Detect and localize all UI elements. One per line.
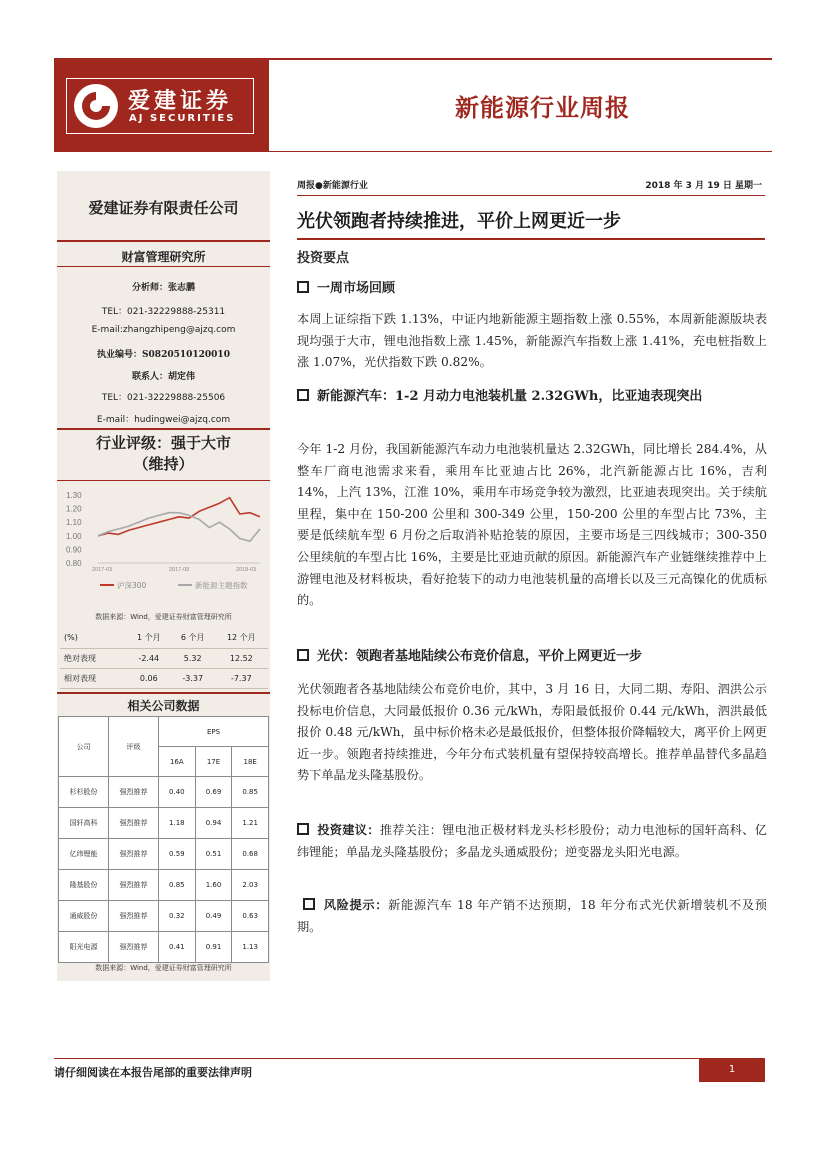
nev-paragraph: 今年 1-2 月份，我国新能源汽车动力电池装机量达 2.32GWh，同比增长 284.4%，从整车厂商电池需求来看，乘用车比亚迪占比 26%，北汽新能源占比 16%，吉利 14%，上汽 13%，江淮 10%，乘用车市场竞争较为激烈，比亚迪表现突出。关于续航里程，集中在 150-200 公里和 300-349 公里，150-200 公里的车型占比 73%，主要是低续航车型 6 月份之后取消补贴抢装的原因，主要市场是三四线城市；300-350 公里续航的车型占比 16%，主要是比亚迪贡献的原因。新能源汽车产业链继续推荐中上游锂电池及材料板块，看好抢装下的动力电池装机量的高增长以及三元高镍化的优质标的。 [297,442,767,608]
company-name: 爱建证券有限责任公司 [88,199,239,217]
series-line [98,498,260,536]
industry-rating [57,433,270,475]
analyst-line [57,280,270,293]
index-performance-chart [60,487,270,597]
table-row [59,901,269,932]
section-heading-text: 一周市场回顾 [317,281,396,296]
y-tick-label: 0.80 [66,559,82,568]
table-row [59,717,269,747]
table-cell: 0.49 [195,901,232,932]
table-cell: 1.21 [232,808,269,839]
sidebar-divider [57,240,270,242]
page-number: 1 [699,1058,765,1082]
checkbox-bullet-icon [297,823,309,835]
table-cell: 亿纬锂能 [59,839,109,870]
table-cell: 强烈推荐 [109,870,159,901]
table-cell: 0.40 [159,777,196,808]
report-series-title: 新能源行业周报 [455,93,630,122]
x-tick-label: 2017-03 [92,567,113,573]
table-header-cell: 18E [232,747,269,777]
section-heading-text: 新能源汽车：1-2 月动力电池装机量 2.32GWh，比亚迪表现突出 [317,389,703,404]
table-cell: 0.85 [159,870,196,901]
company-data-table [58,716,269,963]
table-cell: 0.41 [159,932,196,963]
checkbox-bullet-icon [297,649,309,661]
section-heading-text: 光伏：领跑者基地陆续公布竞价信息，平价上网更近一步 [317,649,643,664]
contact-email[interactable]: E-mail：hudingwei@ajzq.com [96,415,231,425]
table-cell: 隆基股份 [59,870,109,901]
section-heading-market-review [297,279,767,299]
risk-warning-label: 风险提示： [323,898,389,912]
table-header-cell: (%) [60,628,127,648]
table-header-cell: 6 个月 [171,628,215,648]
rating-line-2: （维持） [133,455,194,473]
footer-rule [54,1058,699,1059]
analyst-label: 分析师： [131,283,168,293]
table-header-cell: 公司 [59,717,109,777]
table-cell: -2.44 [127,648,171,668]
title-rule [297,238,765,240]
table-cell: 国轩高科 [59,808,109,839]
table-cell: 1.13 [232,932,269,963]
report-date: 2018 年 3 月 19 日 星期一 [645,181,762,191]
logo-english-name: AJ SECURITIES [129,113,236,124]
table-cell: 0.06 [127,668,171,688]
table-cell: 0.63 [232,901,269,932]
table-row [59,839,269,870]
institute-name: 财富管理研究所 [121,250,206,264]
investment-advice-label: 投资建议： [317,823,380,837]
table-row [60,628,268,648]
table-cell: -7.37 [215,668,268,688]
report-category: 周报●新能源行业 [297,181,368,191]
table-cell: 强烈推荐 [109,839,159,870]
table-cell: 通威股份 [59,901,109,932]
x-tick-label: 2017-09 [169,567,190,573]
y-tick-label: 1.00 [66,531,82,541]
contact-line [57,369,270,382]
table-row [59,808,269,839]
header-bottom-rule [269,151,772,152]
table-cell: 相对表现 [60,668,127,688]
risk-warning-paragraph [297,895,767,938]
analyst-tel: TEL：021-32229888-25311 [101,307,226,317]
related-companies-title: 相关公司数据 [127,699,200,713]
risk-warning-text: 新能源汽车 18 年产销不达预期，18 年分布式光伏新增装机不及预期。 [297,898,767,934]
legend-label: 沪深300 [117,581,147,590]
data-source-note: 数据来源：Wind，爱建证券财富管理研究所 [95,613,232,621]
section-heading-pv [297,647,767,667]
checkbox-bullet-icon [297,389,309,401]
sidebar-divider [57,428,270,430]
table-cell: 强烈推荐 [109,808,159,839]
table-cell: 0.32 [159,901,196,932]
sidebar-divider [57,692,270,694]
cert-label: 执业编号： [97,350,143,360]
performance-table [60,628,268,689]
table-cell: 1.60 [195,870,232,901]
table-cell: 0.59 [159,839,196,870]
contact-tel: TEL：021-32229888-25506 [101,393,226,403]
table-cell: 0.94 [195,808,232,839]
logo-emblem-icon [74,84,118,128]
legend-label: 新能源主题指数 [195,581,248,590]
contact-label: 联系人： [131,372,168,382]
table-cell: 强烈推荐 [109,777,159,808]
meta-rule [297,195,765,196]
cert-number: S0820510120010 [142,350,230,360]
table-row [60,668,268,688]
x-tick-label: 2018-03 [236,567,257,573]
table-row [60,648,268,668]
cert-line [57,347,270,360]
y-tick-label: 1.20 [66,504,82,514]
table-cell: 强烈推荐 [109,901,159,932]
table-row [59,932,269,963]
table-header-cell: 评级 [109,717,159,777]
table-cell: 0.91 [195,932,232,963]
y-tick-label: 0.90 [66,545,82,555]
table-cell: 12.52 [215,648,268,668]
investment-advice-paragraph [297,820,767,863]
table-cell: 绝对表现 [60,648,127,668]
table-header-cell: EPS [159,717,269,747]
checkbox-bullet-icon [303,898,315,910]
table-cell: 杉杉股份 [59,777,109,808]
market-review-paragraph: 本周上证综指下跌 1.13%，中证内地新能源主题指数上涨 0.55%，本周新能源版块表现均强于大市，锂电池指数上涨 1.45%，新能源汽车指数上涨 1.41%，充电桩指数上涨 1.07%，光伏指数下跌 0.82%。 [297,312,767,370]
table-header-cell: 17E [195,747,232,777]
y-tick-label: 1.30 [66,491,82,500]
sidebar-divider [57,266,270,267]
table-cell: -3.37 [171,668,215,688]
table-header-cell: 12 个月 [215,628,268,648]
investment-highlights-heading: 投资要点 [297,251,350,266]
analyst-email[interactable]: E-mail:zhangzhipeng@ajzq.com [91,325,236,335]
logo-chinese-name: 爱建证券 [128,88,233,114]
table-row [59,870,269,901]
checkbox-bullet-icon [297,281,309,293]
table-cell: 1.18 [159,808,196,839]
analyst-name: 张志鹏 [168,283,196,293]
contact-name: 胡定伟 [168,372,196,382]
table-row [59,777,269,808]
table-cell: 5.32 [171,648,215,668]
table-cell: 0.85 [232,777,269,808]
y-tick-label: 1.10 [66,518,82,528]
table-cell: 0.69 [195,777,232,808]
investment-advice-text: 推荐关注：锂电池正极材料龙头杉杉股份；动力电池标的国轩高科、亿纬锂能；单晶龙头隆基股份；多晶龙头通威股份；逆变器龙头阳光电源。 [297,823,767,859]
table-cell: 2.03 [232,870,269,901]
table-cell: 阳光电源 [59,932,109,963]
table-cell: 强烈推荐 [109,932,159,963]
table-cell: 0.51 [195,839,232,870]
data-source-note: 数据来源：Wind，爱建证券财富管理研究所 [95,964,232,972]
table-cell: 0.68 [232,839,269,870]
section-heading-nev [297,387,767,407]
table-header-cell: 16A [159,747,196,777]
table-header-cell: 1 个月 [127,628,171,648]
pv-paragraph: 光伏领跑者各基地陆续公布竞价电价，其中，3 月 16 日，大同二期、寿阳、泗洪公示投标电价信息，大同最低报价 0.36 元/kWh，寿阳最低报价 0.44 元/kWh，泗洪最低报价 0.48 元/kWh，虽中标价格未必是最低报价，但整体报价降幅较大，离平价上网更近一步。领跑者持续推进，今年分布式装机量有望保持较高增长。推荐单晶替代多晶趋势下单晶龙头隆基股份。 [297,682,767,783]
rating-line-1: 行业评级：强于大市 [95,434,231,452]
report-title: 光伏领跑者持续推进，平价上网更近一步 [297,211,621,232]
sidebar-divider [57,480,270,481]
legal-notice: 请仔细阅读在本报告尾部的重要法律声明 [54,1066,252,1079]
